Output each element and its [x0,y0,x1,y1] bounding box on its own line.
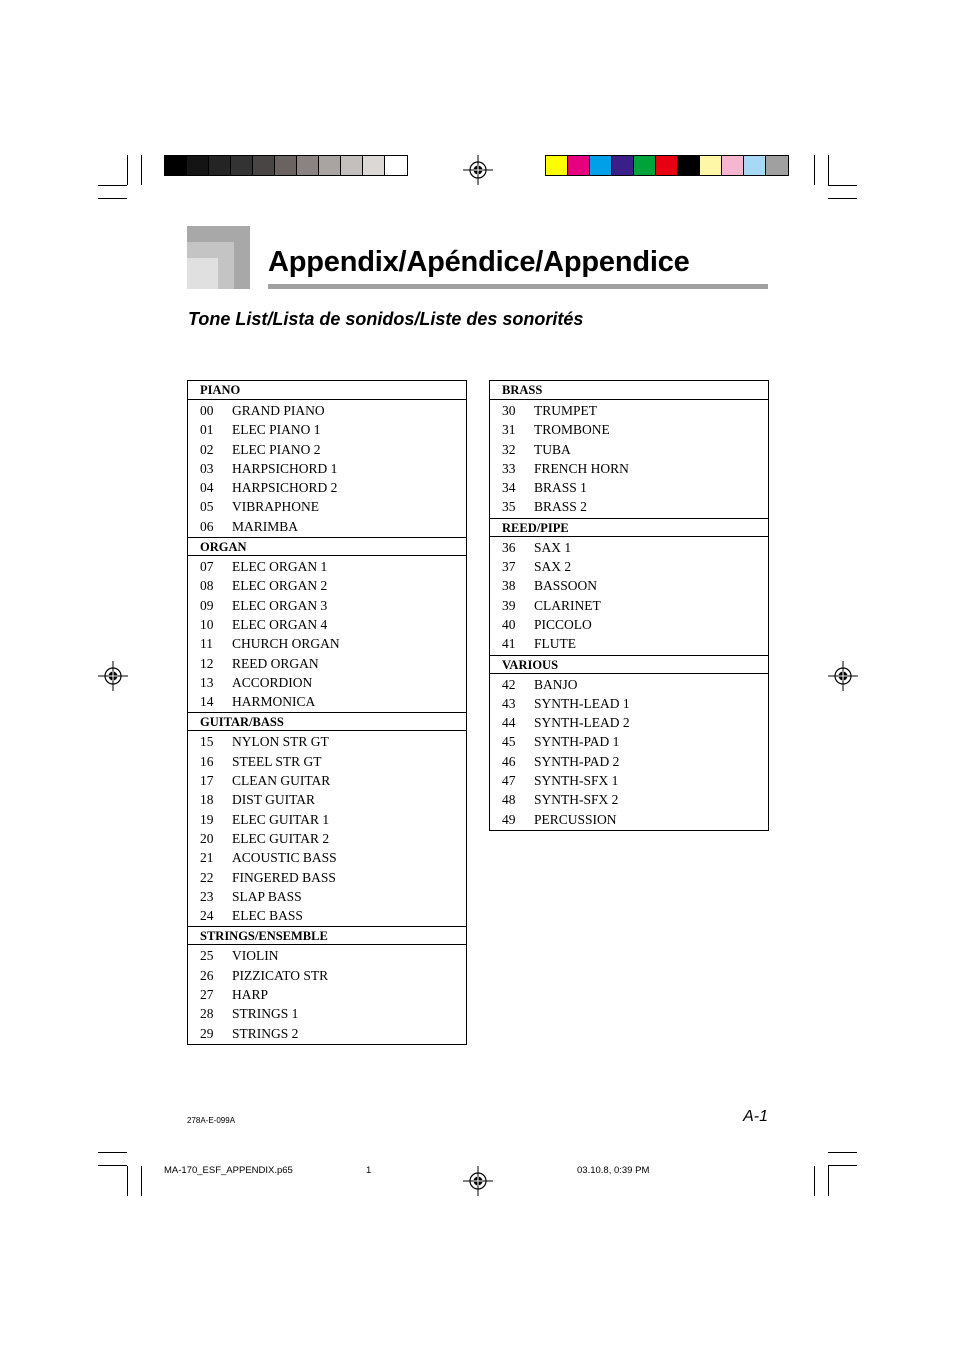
tone-category [188,381,466,537]
registration-mark-icon [463,155,493,185]
tone-name: ELEC ORGAN 4 [232,616,328,632]
tone-number: 30 [502,403,516,418]
tone-number: 11 [200,636,213,652]
tone-row [490,752,768,771]
tone-number: 22 [200,869,214,885]
tone-number: 16 [200,753,214,769]
file-date: 03.10.8, 0:39 PM [577,1165,650,1176]
tone-name: ELEC PIANO 1 [232,422,321,438]
tone-name: ACCORDION [232,674,313,690]
tone-number: 26 [200,967,214,983]
tone-number: 34 [502,480,516,496]
tone-row [188,557,466,576]
color-swatch [568,156,590,175]
tone-number: 24 [200,908,214,924]
tone-row [490,634,768,653]
tone-row [188,752,466,771]
tone-name: REED ORGAN [232,655,319,671]
tone-number: 12 [200,655,214,671]
page-subtitle: Tone List/Lista de sonidos/Liste des sonorités [188,309,584,329]
tone-name: BASSOON [534,578,598,594]
tone-row [490,675,768,694]
tone-name: FINGERED BASS [232,869,336,885]
tone-row [490,538,768,557]
tone-name: ELEC PIANO 2 [232,441,321,457]
color-swatch [231,156,253,175]
tone-number: 00 [200,403,214,418]
category-header: ORGAN [188,537,466,556]
tone-number: 44 [502,715,516,731]
tone-name: HARPSICHORD 2 [232,480,338,496]
tone-name: PERCUSSION [534,811,617,827]
color-swatch [700,156,722,175]
tone-number: 41 [502,636,516,652]
tone-number: 37 [502,559,516,575]
tone-category [188,712,466,926]
tone-number: 06 [200,518,214,534]
color-swatch [678,156,700,175]
tone-category [188,926,466,1043]
color-swatch [297,156,319,175]
tone-number: 10 [200,616,214,632]
tone-category [490,655,768,830]
tone-name: FRENCH HORN [534,460,629,476]
tone-row [188,829,466,848]
tone-name: BANJO [534,676,578,692]
category-header: PIANO [188,381,466,400]
tone-name: SYNTH-PAD 2 [534,753,620,769]
color-swatch [341,156,363,175]
tone-name: ELEC BASS [232,908,303,924]
tone-category [188,537,466,712]
tone-number: 15 [200,734,214,750]
tone-number: 18 [200,792,214,808]
color-swatch [209,156,231,175]
tone-row [188,654,466,673]
tone-row [490,459,768,478]
tone-row [490,810,768,829]
tone-number: 09 [200,597,214,613]
tone-name: ELEC ORGAN 2 [232,578,328,594]
tone-name: GRAND PIANO [232,403,325,418]
tone-row [188,576,466,595]
tone-number: 04 [200,480,214,496]
tone-row [188,810,466,829]
tone-row [188,848,466,867]
tone-row [188,634,466,653]
tone-number: 05 [200,499,214,515]
tone-number: 19 [200,811,214,827]
color-swatch [656,156,678,175]
tone-category [490,518,768,655]
color-swatch [744,156,766,175]
color-swatch [385,156,407,175]
tone-number: 33 [502,460,516,476]
tone-row [188,1004,466,1023]
tone-row [188,420,466,439]
tone-row [490,771,768,790]
tone-name: ELEC ORGAN 1 [232,559,328,575]
tone-row [490,440,768,459]
tone-number: 08 [200,578,214,594]
tone-row [490,713,768,732]
tone-name: SYNTH-PAD 1 [534,734,620,750]
tone-number: 49 [502,811,516,827]
tone-row [188,459,466,478]
title-rule [268,284,768,289]
color-swatch [634,156,656,175]
tone-list-left-column [187,380,467,1045]
tone-name: HARP [232,987,269,1003]
file-name: MA-170_ESF_APPENDIX.p65 [164,1165,293,1176]
tone-number: 23 [200,888,214,904]
tone-row [188,868,466,887]
tone-name: SAX 1 [534,539,572,555]
tone-number: 17 [200,773,214,789]
tone-row [490,557,768,576]
category-header: STRINGS/ENSEMBLE [188,926,466,945]
tone-number: 40 [502,616,516,632]
tone-number: 43 [502,695,516,711]
tone-number: 28 [200,1006,214,1022]
tone-number: 39 [502,597,516,613]
category-header: REED/PIPE [490,518,768,537]
tone-name: TUBA [534,441,571,457]
tone-row [188,1024,466,1043]
tone-number: 47 [502,773,516,789]
category-header: BRASS [490,381,768,400]
document-code: 278A-E-099A [187,1116,236,1125]
tone-name: ACOUSTIC BASS [232,850,337,866]
tone-row [490,420,768,439]
color-swatch [546,156,568,175]
tone-row [490,694,768,713]
tone-row [188,887,466,906]
tone-number: 27 [200,987,214,1003]
tone-number: 01 [200,422,214,438]
tone-name: PICCOLO [534,616,592,632]
tone-row [188,615,466,634]
tone-name: CLARINET [534,597,601,613]
tone-name: STRINGS 2 [232,1025,299,1041]
tone-row [188,906,466,925]
tone-row [188,673,466,692]
tone-number: 46 [502,753,516,769]
tone-number: 13 [200,674,214,690]
color-swatch [722,156,744,175]
tone-name: BRASS 2 [534,499,587,515]
tone-row [188,790,466,809]
tone-category [490,381,768,518]
tone-name: DIST GUITAR [232,792,316,808]
tone-name: PIZZICATO STR [232,967,329,983]
color-swatch [766,156,788,175]
tone-number: 38 [502,578,516,594]
tone-name: ELEC GUITAR 1 [232,811,330,827]
color-swatch [165,156,187,175]
tone-number: 25 [200,948,214,964]
color-swatch [612,156,634,175]
tone-row [188,732,466,751]
tone-number: 45 [502,734,516,750]
tone-number: 29 [200,1025,214,1041]
tone-row [188,596,466,615]
tone-name: VIBRAPHONE [232,499,320,515]
tone-number: 02 [200,441,214,457]
color-swatch [590,156,612,175]
file-page: 1 [366,1165,372,1176]
tone-name: ELEC ORGAN 3 [232,597,328,613]
tone-name: HARMONICA [232,694,316,710]
tone-name: VIOLIN [232,948,279,964]
tone-name: FLUTE [534,636,576,652]
tone-name: TROMBONE [534,422,610,438]
page-number: A-1 [743,1108,768,1125]
registration-mark-icon [828,661,858,691]
tone-row [188,771,466,790]
category-header: GUITAR/BASS [188,712,466,731]
category-header: VARIOUS [490,655,768,674]
page-title: Appendix/Apéndice/Appendice [268,246,690,278]
tone-list-right-column [489,380,769,831]
tone-name: STRINGS 1 [232,1006,299,1022]
tone-number: 07 [200,559,214,575]
tone-name: SYNTH-LEAD 2 [534,715,630,731]
tone-row [188,478,466,497]
tone-number: 14 [200,694,214,710]
tone-name: MARIMBA [232,518,299,534]
tone-number: 36 [502,539,516,555]
tone-row [188,440,466,459]
tone-row [188,692,466,711]
tone-row [188,985,466,1004]
tone-number: 03 [200,460,214,476]
tone-number: 48 [502,792,516,808]
tone-name: TRUMPET [534,403,598,418]
tone-number: 21 [200,850,214,866]
tone-number: 20 [200,830,214,846]
color-swatch [187,156,209,175]
tone-number: 42 [502,676,516,692]
tone-name: SYNTH-SFX 2 [534,792,619,808]
tone-row [490,497,768,516]
tone-row [490,790,768,809]
tone-row [490,576,768,595]
tone-name: CLEAN GUITAR [232,773,331,789]
tone-name: HARPSICHORD 1 [232,460,338,476]
tone-row [490,478,768,497]
tone-number: 32 [502,441,516,457]
tone-name: CHURCH ORGAN [232,636,340,652]
tone-name: NYLON STR GT [232,734,329,750]
tone-row [490,615,768,634]
registration-mark-icon [463,1166,493,1196]
color-swatch [275,156,297,175]
color-swatch [319,156,341,175]
tone-name: SAX 2 [534,559,572,575]
registration-mark-icon [98,661,128,691]
tone-name: SYNTH-SFX 1 [534,773,619,789]
gray-calibration-bar [164,155,408,176]
tone-name: SYNTH-LEAD 1 [534,695,630,711]
tone-name: ELEC GUITAR 2 [232,830,330,846]
tone-row [188,401,466,420]
tone-row [188,946,466,965]
tone-row [490,732,768,751]
color-calibration-bar [545,155,789,176]
tone-number: 31 [502,422,516,438]
tone-name: STEEL STR GT [232,753,322,769]
tone-number: 35 [502,499,516,515]
tone-row [188,517,466,536]
color-swatch [253,156,275,175]
tone-row [490,596,768,615]
tone-name: BRASS 1 [534,480,587,496]
title-decoration-icon [187,226,250,289]
tone-row [490,401,768,420]
tone-row [188,497,466,516]
color-swatch [363,156,385,175]
tone-row [188,966,466,985]
tone-name: SLAP BASS [232,888,302,904]
